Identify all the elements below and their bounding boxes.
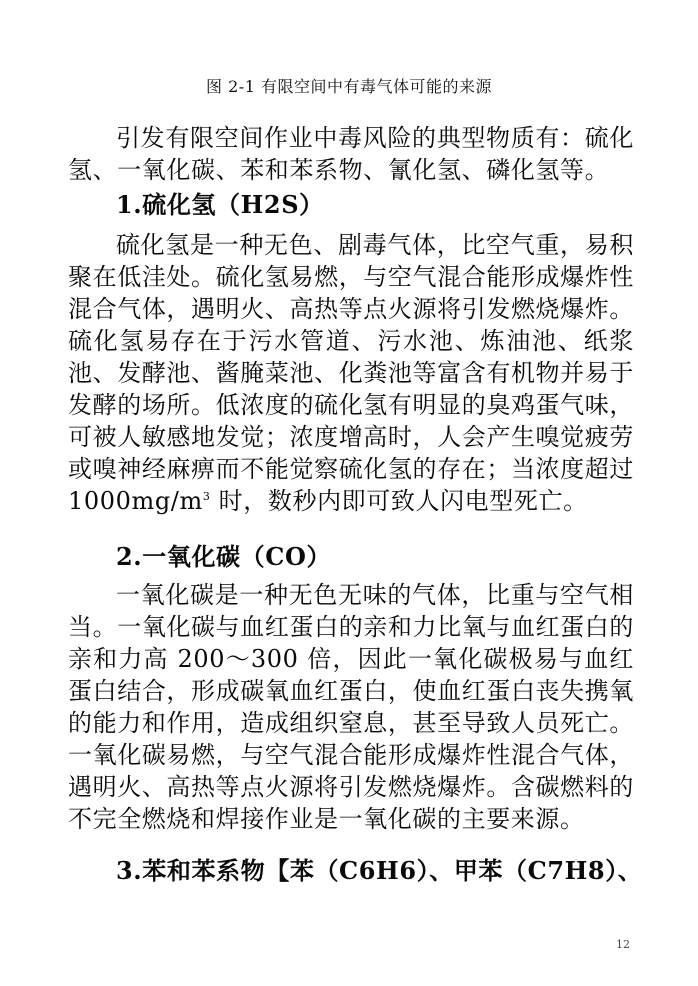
paragraph-h2s <box>68 229 634 517</box>
superscript-3: 3 <box>202 490 211 503</box>
figure-caption: 图 2-1 有限空间中有毒气体可能的来源 <box>206 77 492 96</box>
paragraph-h2s-text: 硫化氢是一种无色、剧毒气体，比空气重，易积聚在低洼处。硫化氢易燃，与空气混合能形成爆炸性混合气体，遇明火、高热等点火源将引发燃烧爆炸。硫化氢易存在于污水管道、污水池、炼油池、纸浆池、发酵池、酱腌菜池、化粪池等富含有机物并易于发酵的场所。低浓度的硫化氢有明显的臭鸡蛋气味，可被人敏感地发觉；浓度增高时，人会产生嗅觉疲劳或嗅神经麻痹而不能觉察硫化氢的存在；当浓度超过 1000mg/m <box>68 231 634 515</box>
section-heading-benzene: 3.苯和苯系物【苯（C6H6）、甲苯（C7H8）、 <box>116 856 643 885</box>
section-heading-co: 2.一氧化碳（CO） <box>116 542 332 571</box>
paragraph-h2s-tail: 时，数秒内即可致人闪电型死亡。 <box>210 487 588 515</box>
section-heading-h2s: 1.硫化氢（H2S） <box>116 190 324 219</box>
intro-paragraph: 引发有限空间作业中毒风险的典型物质有：硫化氢、一氧化碳、苯和苯系物、氰化氢、磷化氢等。 <box>68 124 634 184</box>
page-number: 12 <box>616 938 630 951</box>
paragraph-co: 一氧化碳是一种无色无味的气体，比重与空气相当。一氧化碳与血红蛋白的亲和力比氧与血红蛋白的亲和力高 200～300 倍，因此一氧化碳极易与血红蛋白结合，形成碳氧血红蛋白，使血红蛋白丧失携氧的能力和作用，造成组织窒息，甚至导致人员死亡。一氧化碳易燃，与空气混合能形成爆炸性混合气体，遇明火、高热等点火源将引发燃烧爆炸。含碳燃料的不完全燃烧和焊接作业是一氧化碳的主要来源。 <box>68 581 634 833</box>
